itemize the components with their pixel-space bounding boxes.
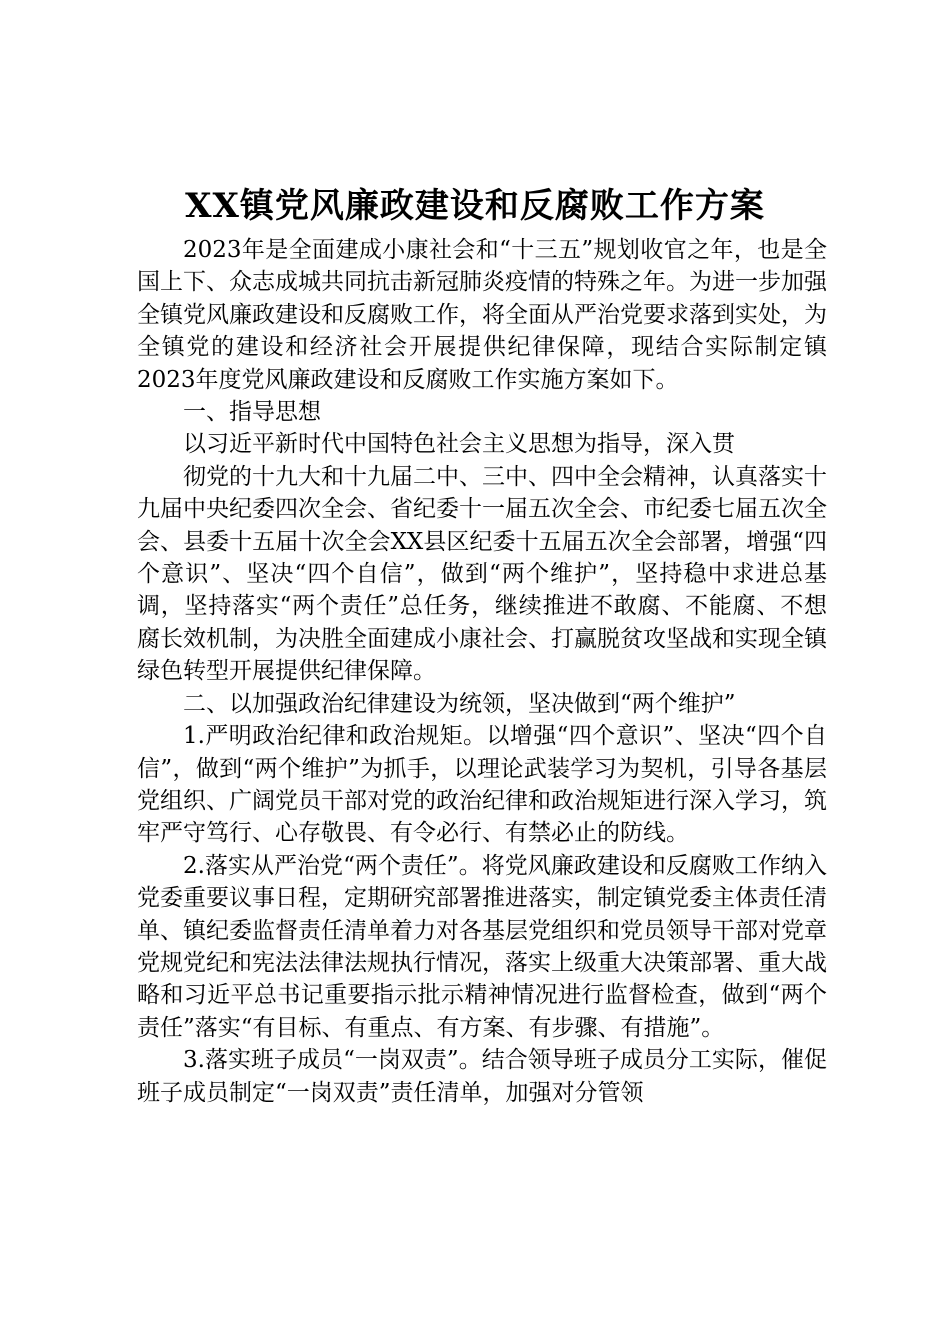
paragraph-guiding-thought-body: 彻党的十九大和十九届二中、三中、四中全会精神，认真落实十九届中央纪委四次全会、省纪委十一届五次全会、市纪委七届五次全会、县委十五届十次全会XX县区纪委十五届五次全会部署，增强“四个意识”、坚决“四个自信”，做到“两个维护”，坚持稳中求进总基调，坚持落实“两个责任”总任务，继续推进不敢腐、不能腐、不想腐长效机制，为决胜全面建成小康社会、打赢脱贫攻坚战和实现全镇绿色转型开展提供纪律保障。 <box>137 463 827 685</box>
paragraph-item-1: 1.严明政治纪律和政治规矩。以增强“四个意识”、坚决“四个自信”，做到“两个维护”为抓手，以理论武装学习为契机，引导各基层党组织、广阔党员干部对党的政治纪律和政治规矩进行深入学习，筑牢严守笃行、心存敬畏、有令必行、有禁必止的防线。 <box>137 723 827 847</box>
paragraph-item-3: 3.落实班子成员“一岗双责”。结合领导班子成员分工实际，催促班子成员制定“一岗双责”责任清单，加强对分管领 <box>137 1047 827 1106</box>
document-body <box>137 234 827 1109</box>
paragraph-guiding-thought-lead: 以习近平新时代中国特色社会主义思想为指导，深入贯 <box>183 431 735 458</box>
section-heading-guiding-thought: 一、指导思想 <box>183 399 321 426</box>
paragraph-item-2: 2.落实从严治党“两个责任”。将党风廉政建设和反腐败工作纳入党委重要议事日程，定期研究部署推进落实，制定镇党委主体责任清单、镇纪委监督责任清单着力对各基层党组织和党员领导干部对党章党规党纪和宪法法律法规执行情况，落实上级重大决策部署、重大战略和习近平总书记重要指示批示精神情况进行监督检查，做到“两个责任”落实“有目标、有重点、有方案、有步骤、有措施”。 <box>137 852 827 1041</box>
section-heading-political-discipline: 二、以加强政治纪律建设为统领，坚决做到“两个维护” <box>183 690 736 717</box>
document-title: XX镇党风廉政建设和反腐败工作方案 <box>185 186 765 226</box>
paragraph-intro: 2023年是全面建成小康社会和“十三五”规划收官之年，也是全国上下、众志成城共同抗击新冠肺炎疫情的特殊之年。为进一步加强全镇党风廉政建设和反腐败工作，将全面从严治党要求落到实处，为全镇党的建设和经济社会开展提供纪律保障，现结合实际制定镇2023年度党风廉政建设和反腐败工作实施方案如下。 <box>137 237 827 393</box>
